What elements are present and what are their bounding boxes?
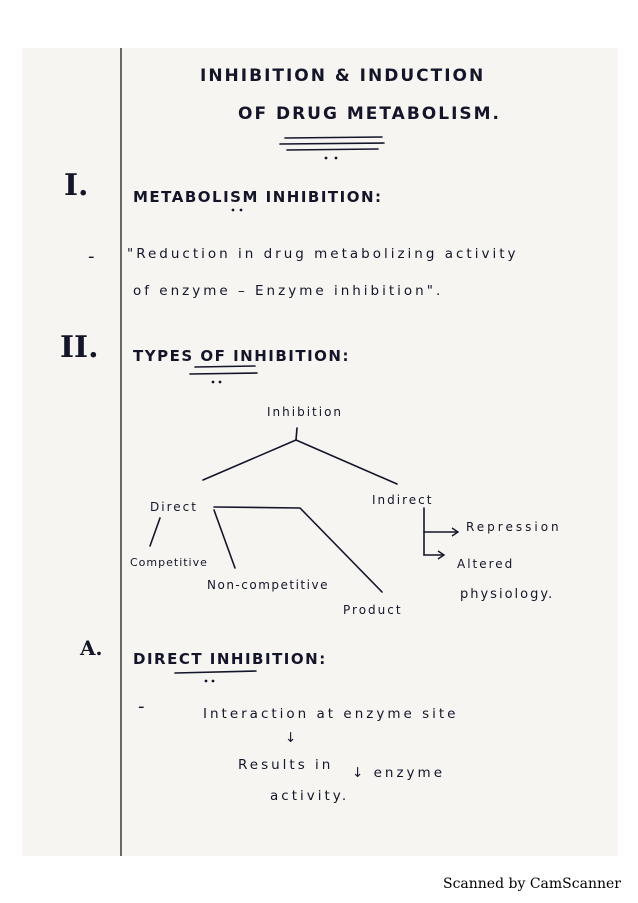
- tree-root-stem: [296, 428, 297, 440]
- tree-branch-indirect: [296, 440, 397, 484]
- section-1-dot-1: [232, 209, 235, 212]
- section-1-text-line-2: of enzyme – Enzyme inhibition".: [133, 283, 444, 299]
- title-line-1: INHIBITION & INDUCTION: [200, 66, 486, 86]
- section-a-underline: [175, 671, 256, 673]
- section-a-dot-2: [212, 680, 215, 683]
- tree-branch-product: [214, 507, 382, 592]
- tree-physiology-label: physiology.: [460, 587, 555, 602]
- tree-altered-label: Altered: [457, 557, 515, 571]
- tree-repression-label: Repression: [466, 520, 562, 534]
- section-2-dot-2: [219, 381, 222, 384]
- title-dot-1: [325, 157, 328, 160]
- section-a-arrow: ↓: [285, 730, 300, 746]
- title-dot-2: [335, 157, 338, 160]
- tree-branch-competitive: [150, 518, 160, 546]
- section-2-underline-2: [190, 373, 257, 374]
- title-underline-2: [280, 143, 384, 144]
- section-1-dot-2: [240, 209, 243, 212]
- section-2-dot-1: [212, 381, 215, 384]
- section-a-line-3: activity.: [270, 788, 350, 804]
- section-2-numeral: II.: [60, 330, 99, 365]
- title-underline-1: [285, 137, 382, 138]
- title-underline-3: [287, 149, 378, 150]
- tree-branch-direct: [203, 440, 296, 480]
- section-a-letter: A.: [80, 636, 103, 660]
- section-2-underline-1: [195, 366, 255, 367]
- section-a-heading: DIRECT INHIBITION:: [133, 650, 327, 668]
- section-1-numeral: I.: [64, 168, 89, 203]
- section-a-dot-1: [205, 680, 208, 683]
- section-1-dash: -: [88, 246, 98, 267]
- scanner-watermark: Scanned by CamScanner: [443, 876, 621, 892]
- section-1-heading: METABOLISM INHIBITION:: [133, 188, 383, 206]
- tree-indirect-label: Indirect: [372, 493, 434, 507]
- section-a-dash: -: [138, 696, 148, 717]
- tree-branch-non-competitive: [214, 510, 235, 568]
- tree-product-label: Product: [343, 603, 403, 617]
- tree-non-competitive-label: Non-competitive: [207, 578, 329, 592]
- title-line-2: OF DRUG METABOLISM.: [238, 104, 502, 124]
- tree-direct-label: Direct: [150, 500, 198, 514]
- section-a-line-1: Interaction at enzyme site: [203, 706, 459, 722]
- section-a-line-2b: ↓ enzyme: [352, 765, 445, 781]
- tree-competitive-label: Competitive: [130, 556, 208, 569]
- tree-root-label: Inhibition: [267, 405, 344, 419]
- section-1-text-line-1: "Reduction in drug metabolizing activity: [127, 246, 519, 262]
- section-2-heading: TYPES OF INHIBITION:: [133, 347, 350, 365]
- section-a-line-2a: Results in: [238, 757, 334, 773]
